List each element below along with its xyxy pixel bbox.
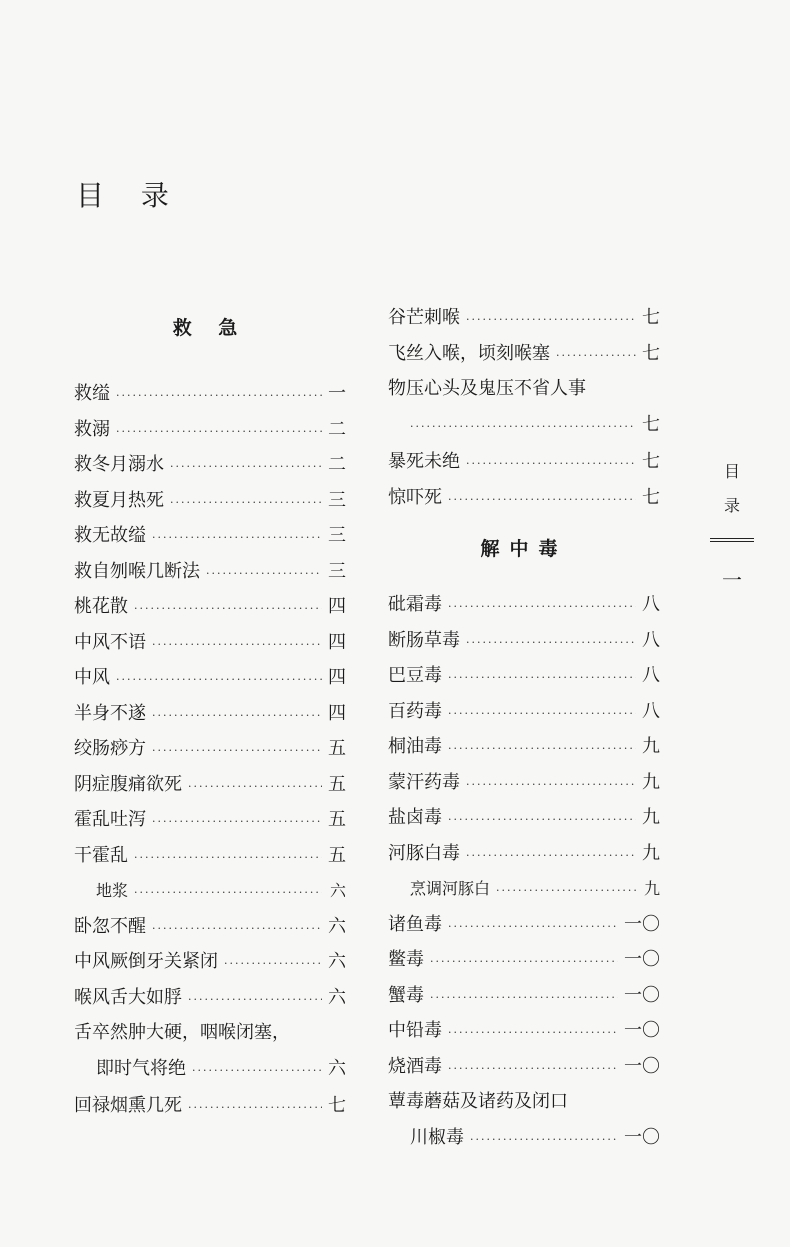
toc-entry-page: 四 <box>328 667 346 688</box>
toc-entry[interactable] <box>388 871 660 907</box>
running-head <box>720 455 744 523</box>
toc-entry[interactable] <box>388 907 660 943</box>
toc-entry[interactable] <box>388 371 660 444</box>
toc-entry-page: 二 <box>328 418 346 440</box>
toc-entry[interactable] <box>74 518 346 554</box>
toc-entry-page: 五 <box>328 844 346 866</box>
toc-entry-page: 二 <box>328 454 346 475</box>
dot-leader <box>556 338 636 374</box>
toc-entry[interactable] <box>388 336 660 372</box>
running-head-char: 录 <box>723 496 740 515</box>
toc-entry[interactable] <box>74 1088 346 1124</box>
toc-entry[interactable] <box>74 554 346 590</box>
toc-list-right <box>388 587 660 1157</box>
toc-entry[interactable] <box>74 625 346 661</box>
toc-entry-page: 八 <box>642 594 660 615</box>
toc-entry-title: 救夏月热死 <box>74 489 164 511</box>
toc-entry[interactable] <box>388 942 660 978</box>
toc-entry[interactable] <box>388 1049 660 1085</box>
toc-entry[interactable] <box>388 978 660 1014</box>
toc-entry-page: 九 <box>642 807 660 828</box>
section-heading-jiuji: 救 急 <box>172 317 248 339</box>
toc-entry[interactable] <box>388 729 660 765</box>
dot-leader <box>188 1090 322 1126</box>
toc-entry-title: 救溺 <box>74 418 110 440</box>
toc-entry[interactable] <box>74 731 346 767</box>
toc-entry[interactable] <box>74 802 346 838</box>
page-number: 一 <box>722 568 742 592</box>
toc-entry-page: 一〇 <box>624 1020 660 1041</box>
toc-entry[interactable] <box>74 660 346 696</box>
toc-entry-page: 八 <box>642 665 660 686</box>
dot-leader <box>448 696 636 732</box>
toc-list-left <box>74 376 346 1124</box>
dot-leader <box>466 838 636 874</box>
toc-entry-page: 五 <box>328 809 346 830</box>
toc-entry[interactable] <box>388 480 660 516</box>
toc-left-column <box>74 312 346 1124</box>
toc-entry-title: 救自刎喉几断法 <box>74 560 200 582</box>
toc-entry-page: 八 <box>642 700 660 722</box>
toc-entry-page: 一〇 <box>624 984 660 1006</box>
toc-entry[interactable] <box>74 980 346 1016</box>
toc-entry-title-continued: 即时气将绝 <box>96 1057 186 1079</box>
dot-leader <box>188 982 322 1018</box>
toc-entry-page: 四 <box>328 702 346 724</box>
toc-entry[interactable] <box>388 300 660 336</box>
toc-entry-title: 蟹毒 <box>388 984 424 1006</box>
toc-entry-page: 六 <box>329 881 346 900</box>
toc-entry-title: 干霍乱 <box>74 844 128 866</box>
toc-entry-title: 烹调河豚白 <box>410 879 491 898</box>
toc-entry[interactable] <box>388 623 660 659</box>
toc-entry-title: 救缢 <box>74 383 110 404</box>
toc-entry[interactable] <box>388 658 660 694</box>
dot-leader <box>134 840 322 876</box>
toc-entry-title: 谷芒刺喉 <box>388 307 460 328</box>
toc-entry-page: 三 <box>328 489 346 511</box>
toc-list-right-top <box>388 300 660 515</box>
toc-entry-page: 九 <box>642 736 660 757</box>
toc-entry-page: 四 <box>328 631 346 653</box>
dot-leader <box>466 302 636 338</box>
toc-entry-page: 一〇 <box>624 1055 660 1077</box>
toc-entry-page: 七 <box>642 451 660 472</box>
dot-leader <box>448 1015 618 1051</box>
toc-entry-title: 砒霜毒 <box>388 594 442 615</box>
toc-entry-page: 六 <box>328 1057 346 1079</box>
toc-entry-page: 七 <box>328 1095 346 1116</box>
dot-leader <box>134 591 322 627</box>
toc-entry-title: 盐卤毒 <box>388 807 442 828</box>
dot-leader <box>470 1122 618 1158</box>
toc-entry-page: 九 <box>642 771 660 793</box>
dot-leader <box>152 911 322 947</box>
dot-leader <box>116 662 322 698</box>
toc-entry-title: 中风厥倒牙关紧闭 <box>74 951 218 972</box>
toc-entry[interactable] <box>74 412 346 448</box>
toc-entry[interactable] <box>388 694 660 730</box>
dot-leader <box>116 378 322 414</box>
toc-entry-page: 八 <box>642 629 660 651</box>
toc-entry-title: 鳖毒 <box>388 949 424 970</box>
toc-entry-title: 舌卒然肿大硬，咽喉闭塞， <box>74 1022 290 1043</box>
toc-entry-page: 四 <box>328 596 346 617</box>
toc-right-column <box>388 300 660 1157</box>
dot-leader <box>448 589 636 625</box>
toc-entry-page: 五 <box>328 738 346 759</box>
toc-entry-page: 九 <box>642 842 660 864</box>
toc-entry[interactable] <box>388 836 660 872</box>
dot-leader <box>410 409 636 445</box>
dot-leader <box>496 873 636 909</box>
dot-leader <box>152 698 322 734</box>
dot-leader <box>188 769 322 805</box>
toc-entry-title: 绞肠痧方 <box>74 738 146 759</box>
toc-entry-page: 三 <box>328 560 346 582</box>
toc-entry-page: 七 <box>642 486 660 508</box>
running-head-char: 目 <box>723 462 740 481</box>
dot-leader <box>448 1051 618 1087</box>
toc-entry-title: 桃花散 <box>74 596 128 617</box>
toc-entry-page: 六 <box>328 951 346 972</box>
toc-entry-page: 一〇 <box>624 949 660 970</box>
toc-entry-title: 暴死未绝 <box>388 451 460 472</box>
toc-entry-title: 中风不语 <box>74 631 146 653</box>
dot-leader <box>152 520 322 556</box>
toc-entry-page: 七 <box>642 307 660 328</box>
toc-entry[interactable] <box>74 1015 346 1088</box>
toc-entry-page: 六 <box>328 986 346 1008</box>
toc-entry[interactable] <box>74 838 346 874</box>
toc-entry-title: 地浆 <box>96 881 129 900</box>
toc-entry[interactable] <box>388 800 660 836</box>
toc-entry-title: 半身不遂 <box>74 702 146 724</box>
toc-entry-page: 七 <box>642 342 660 364</box>
toc-entry-title-continued: 川椒毒 <box>410 1126 464 1148</box>
dot-leader <box>192 1053 322 1089</box>
toc-entry[interactable] <box>74 447 346 483</box>
toc-entry-page: 五 <box>328 773 346 795</box>
toc-entry-title: 阴症腹痛欲死 <box>74 773 182 795</box>
dot-leader <box>466 446 636 482</box>
toc-entry-title: 诸鱼毒 <box>388 913 442 935</box>
toc-entry-page: 六 <box>328 915 346 937</box>
toc-entry-title: 断肠草毒 <box>388 629 460 651</box>
toc-entry-title: 霍乱吐泻 <box>74 809 146 830</box>
toc-entry[interactable] <box>74 589 346 625</box>
dot-leader <box>170 449 322 485</box>
toc-entry[interactable] <box>74 767 346 803</box>
toc-entry-title: 烧酒毒 <box>388 1055 442 1077</box>
toc-entry-page: 九 <box>643 879 660 898</box>
toc-entry-page: 七 <box>642 413 660 435</box>
toc-entry-page: 一〇 <box>624 913 660 935</box>
dot-leader <box>224 946 322 982</box>
toc-entry[interactable] <box>388 444 660 480</box>
toc-entry[interactable] <box>74 873 346 909</box>
toc-entry-title: 喉风舌大如脬 <box>74 986 182 1008</box>
dot-leader <box>206 556 322 592</box>
dot-leader <box>152 733 322 769</box>
toc-entry-page: 一〇 <box>624 1126 660 1148</box>
toc-entry-title: 百药毒 <box>388 700 442 722</box>
toc-entry[interactable] <box>74 483 346 519</box>
dot-leader <box>448 731 636 767</box>
toc-entry-title: 中铅毒 <box>388 1020 442 1041</box>
toc-entry-title: 惊吓死 <box>388 486 442 508</box>
dot-leader <box>116 414 322 450</box>
toc-entry-page: 三 <box>328 525 346 546</box>
toc-entry[interactable] <box>388 1013 660 1049</box>
toc-entry-title: 河豚白毒 <box>388 842 460 864</box>
toc-entry-title: 回禄烟熏几死 <box>74 1095 182 1116</box>
toc-entry-title: 物压心头及鬼压不省人事 <box>388 378 586 399</box>
dot-leader <box>170 485 322 521</box>
toc-entry[interactable] <box>74 376 346 412</box>
dot-leader <box>430 944 618 980</box>
toc-entry-title: 飞丝入喉，顷刻喉塞 <box>388 342 550 364</box>
toc-entry-title: 救无故缢 <box>74 525 146 546</box>
dot-leader <box>466 767 636 803</box>
toc-entry[interactable] <box>74 696 346 732</box>
toc-entry-title: 蕈毒蘑菇及诸药及闭口 <box>388 1091 568 1112</box>
dot-leader <box>448 482 636 518</box>
toc-entry[interactable] <box>74 909 346 945</box>
toc-entry-title: 巴豆毒 <box>388 665 442 686</box>
toc-entry[interactable] <box>388 1084 660 1157</box>
toc-entry-page: 一 <box>328 383 346 404</box>
section-heading-jiezhongdu: 解中毒 <box>480 538 568 560</box>
dot-leader <box>152 627 322 663</box>
dot-leader <box>448 802 636 838</box>
toc-entry-title: 桐油毒 <box>388 736 442 757</box>
toc-entry[interactable] <box>388 587 660 623</box>
dot-leader <box>152 804 322 840</box>
toc-entry-title: 中风 <box>74 667 110 688</box>
running-head-rule <box>710 538 754 542</box>
toc-entry-title: 卧忽不醒 <box>74 915 146 937</box>
toc-entry[interactable] <box>388 765 660 801</box>
dot-leader <box>448 660 636 696</box>
toc-entry-title: 救冬月溺水 <box>74 454 164 475</box>
dot-leader <box>466 625 636 661</box>
page-title: 目 录 <box>76 179 183 212</box>
toc-entry-title: 蒙汗药毒 <box>388 771 460 793</box>
dot-leader <box>448 909 618 945</box>
dot-leader <box>430 980 618 1016</box>
toc-entry[interactable] <box>74 944 346 980</box>
dot-leader <box>134 875 322 911</box>
